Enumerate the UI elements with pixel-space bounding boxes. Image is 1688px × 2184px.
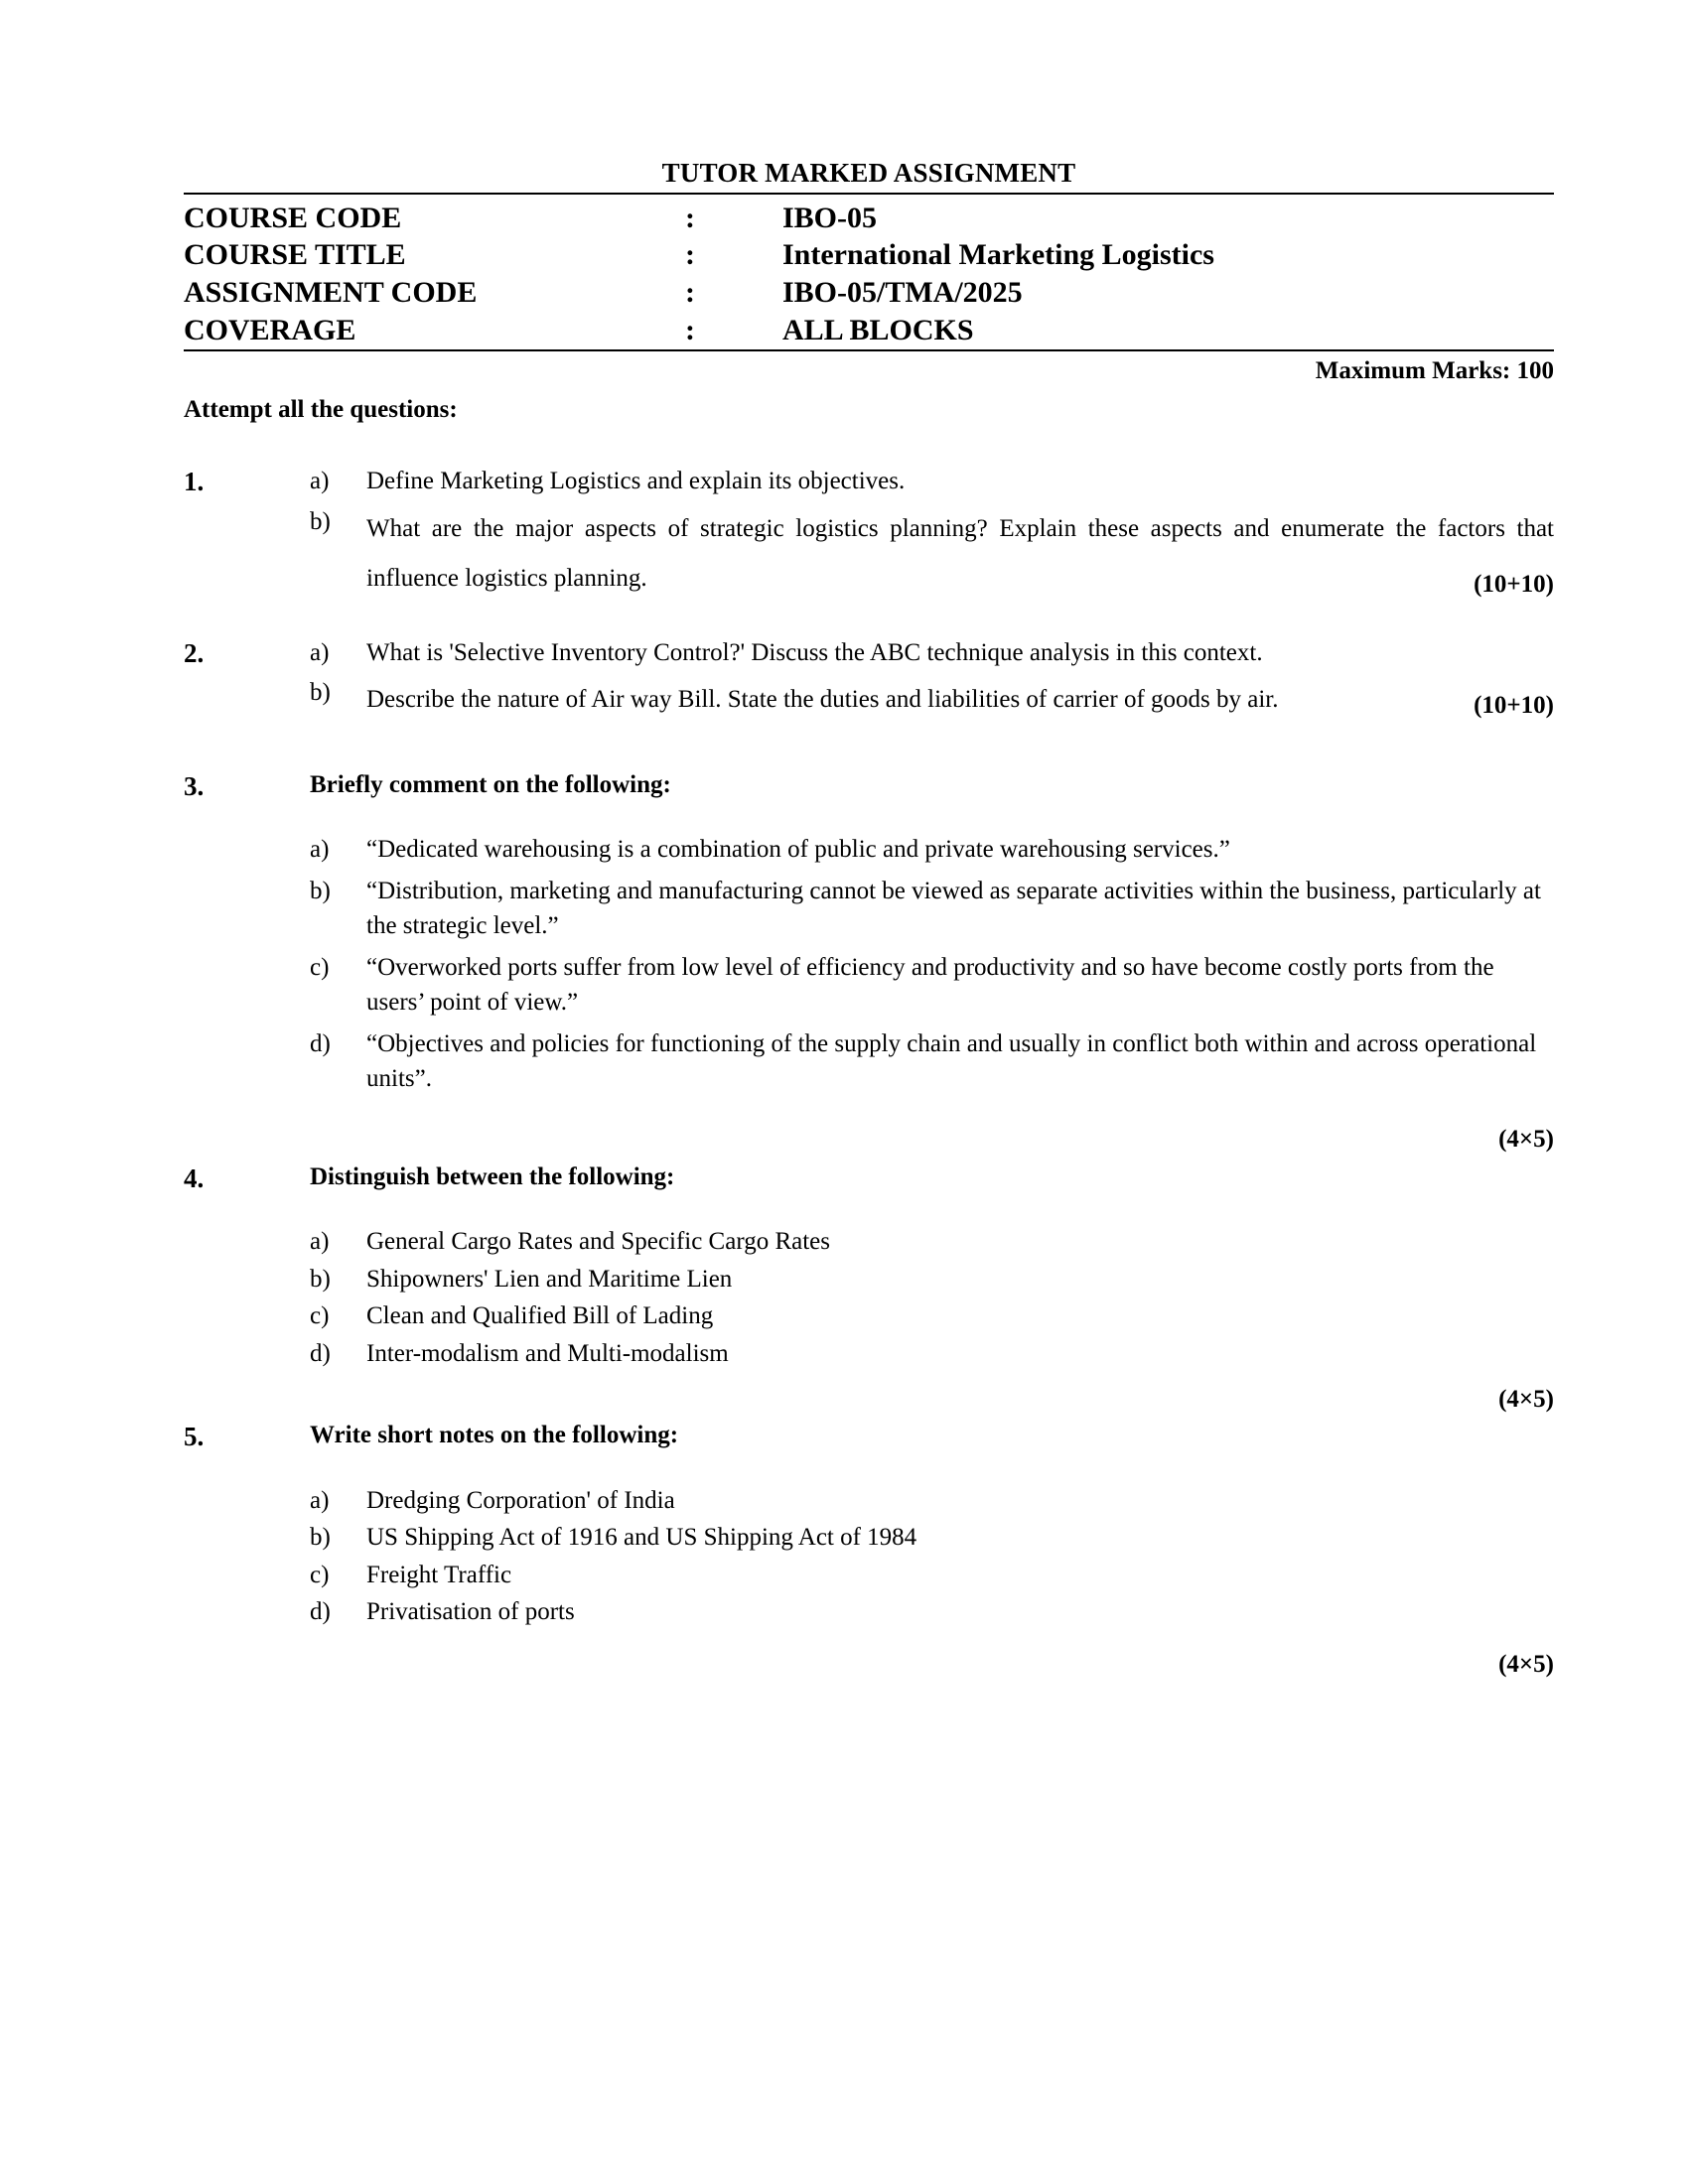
sub-question-marker: d) bbox=[310, 1598, 331, 1626]
meta-value-assignment-code: IBO-05/TMA/2025 bbox=[782, 276, 1023, 310]
list-item bbox=[310, 1224, 1554, 1260]
sub-question-marker: a) bbox=[310, 836, 330, 864]
table-row bbox=[184, 312, 1554, 349]
table-row bbox=[184, 236, 1554, 274]
question-5 bbox=[184, 1419, 1554, 1680]
question-3 bbox=[184, 768, 1554, 1155]
sub-question-marker: a) bbox=[310, 467, 330, 494]
sub-question-marker: b) bbox=[310, 508, 331, 536]
question-heading: Distinguish between the following: bbox=[310, 1162, 675, 1190]
spacer bbox=[310, 802, 1554, 832]
list-item bbox=[310, 635, 1554, 671]
question-number: 4. bbox=[184, 1162, 205, 1193]
sub-question-text: Shipowners' Lien and Maritime Lien bbox=[366, 1265, 733, 1293]
document-sheet bbox=[184, 159, 1554, 1680]
list-item bbox=[310, 1558, 1554, 1593]
course-meta-table bbox=[184, 200, 1554, 349]
table-row bbox=[184, 274, 1554, 312]
sub-question-marker: c) bbox=[310, 1302, 330, 1330]
sub-question-marker: b) bbox=[310, 678, 331, 706]
sub-question-list bbox=[310, 1483, 1554, 1630]
sub-question-marker: c) bbox=[310, 953, 330, 981]
question-marks: (4×5) bbox=[1498, 1650, 1554, 1678]
question-number: 2. bbox=[184, 638, 205, 669]
sub-question-text: US Shipping Act of 1916 and US Shipping Act of 1984 bbox=[366, 1524, 917, 1552]
list-item bbox=[310, 1298, 1554, 1334]
meta-colon-course-title: : bbox=[685, 238, 695, 272]
meta-value-coverage: ALL BLOCKS bbox=[782, 314, 974, 347]
meta-colon-assignment-code: : bbox=[685, 276, 695, 310]
meta-label-coverage: COVERAGE bbox=[184, 314, 356, 347]
question-heading: Write short notes on the following: bbox=[310, 1422, 679, 1449]
sub-question-text: Define Marketing Logistics and explain its objectives. bbox=[366, 467, 906, 494]
list-item bbox=[310, 464, 1554, 499]
sub-question-text: “Distribution, marketing and manufacturing cannot be viewed as separate activities within the business, particularly at the strategic level.” bbox=[366, 877, 1541, 940]
list-item bbox=[310, 1026, 1554, 1097]
sub-question-marker: d) bbox=[310, 1339, 331, 1367]
meta-colon-coverage: : bbox=[685, 314, 695, 347]
list-item bbox=[310, 504, 1554, 604]
list-item bbox=[310, 1336, 1554, 1372]
spacer bbox=[310, 1453, 1554, 1483]
sub-question-marker: c) bbox=[310, 1561, 330, 1588]
question-body bbox=[310, 1419, 1554, 1630]
question-number: 5. bbox=[184, 1422, 205, 1452]
list-item bbox=[310, 1262, 1554, 1297]
question-marks: (4×5) bbox=[1498, 1386, 1554, 1414]
maximum-marks: Maximum Marks: 100 bbox=[1315, 356, 1554, 384]
sub-question-marker: b) bbox=[310, 877, 331, 904]
list-item bbox=[310, 874, 1554, 944]
question-2 bbox=[184, 635, 1554, 721]
question-marks: (10+10) bbox=[1474, 691, 1554, 719]
table-row bbox=[184, 200, 1554, 237]
meta-label-assignment-code: ASSIGNMENT CODE bbox=[184, 276, 478, 310]
sub-question-marker: b) bbox=[310, 1265, 331, 1293]
question-1 bbox=[184, 464, 1554, 601]
question-number: 3. bbox=[184, 770, 205, 801]
question-body bbox=[310, 1160, 1554, 1372]
sub-question-marker: a) bbox=[310, 1228, 330, 1256]
list-item bbox=[310, 1594, 1554, 1630]
sub-question-list bbox=[310, 464, 1554, 605]
instruction-attempt-all: Attempt all the questions: bbox=[184, 396, 458, 424]
meta-label-course-code: COURSE CODE bbox=[184, 201, 402, 234]
question-number: 1. bbox=[184, 466, 205, 496]
sub-question-text: Describe the nature of Air way Bill. State the duties and liabilities of carrier of goods by air. bbox=[366, 685, 1279, 713]
header-rule-bottom bbox=[184, 349, 1554, 351]
sub-question-marker: a) bbox=[310, 1486, 330, 1514]
sub-question-marker: d) bbox=[310, 1029, 331, 1057]
question-marks: (10+10) bbox=[1474, 571, 1554, 599]
sub-question-list bbox=[310, 635, 1554, 725]
question-body bbox=[310, 768, 1554, 1097]
sub-question-text: General Cargo Rates and Specific Cargo Rates bbox=[366, 1228, 830, 1256]
sub-question-text: Clean and Qualified Bill of Lading bbox=[366, 1302, 714, 1330]
list-item bbox=[310, 832, 1554, 868]
list-item bbox=[310, 1483, 1554, 1519]
sub-question-text: “Objectives and policies for functioning of the supply chain and usually in conflict both within and across operational units”. bbox=[366, 1029, 1537, 1093]
list-item bbox=[310, 675, 1554, 725]
question-body bbox=[310, 635, 1554, 725]
question-heading: Briefly comment on the following: bbox=[310, 770, 671, 798]
meta-label-course-title: COURSE TITLE bbox=[184, 238, 406, 272]
sub-question-text: Inter-modalism and Multi-modalism bbox=[366, 1339, 729, 1367]
sub-question-text: What is 'Selective Inventory Control?' Discuss the ABC technique analysis in this context. bbox=[366, 639, 1263, 667]
sub-question-text: Privatisation of ports bbox=[366, 1598, 575, 1626]
sub-question-marker: b) bbox=[310, 1524, 331, 1552]
question-body bbox=[310, 464, 1554, 605]
question-marks: (4×5) bbox=[1498, 1125, 1554, 1153]
spacer bbox=[310, 1194, 1554, 1224]
sub-question-text: What are the major aspects of strategic logistics planning? Explain these aspects and enumerate the factors that influence logistics planning. bbox=[366, 515, 1554, 593]
sub-question-text: “Dedicated warehousing is a combination of public and private warehousing services.” bbox=[366, 836, 1230, 864]
sub-question-text: Freight Traffic bbox=[366, 1561, 512, 1588]
list-item bbox=[310, 950, 1554, 1021]
sub-question-marker: a) bbox=[310, 639, 330, 667]
sub-question-text: Dredging Corporation' of India bbox=[366, 1486, 675, 1514]
meta-value-course-title: International Marketing Logistics bbox=[782, 238, 1214, 272]
page-title: TUTOR MARKED ASSIGNMENT bbox=[661, 158, 1076, 188]
meta-colon-course-code: : bbox=[685, 201, 695, 234]
question-4 bbox=[184, 1160, 1554, 1416]
sub-question-text: “Overworked ports suffer from low level of efficiency and productivity and so have become costly ports from the users’ point of view.” bbox=[366, 953, 1494, 1017]
list-item bbox=[310, 1520, 1554, 1556]
sub-question-list bbox=[310, 832, 1554, 1097]
sub-question-list bbox=[310, 1224, 1554, 1371]
meta-value-course-code: IBO-05 bbox=[782, 201, 878, 234]
